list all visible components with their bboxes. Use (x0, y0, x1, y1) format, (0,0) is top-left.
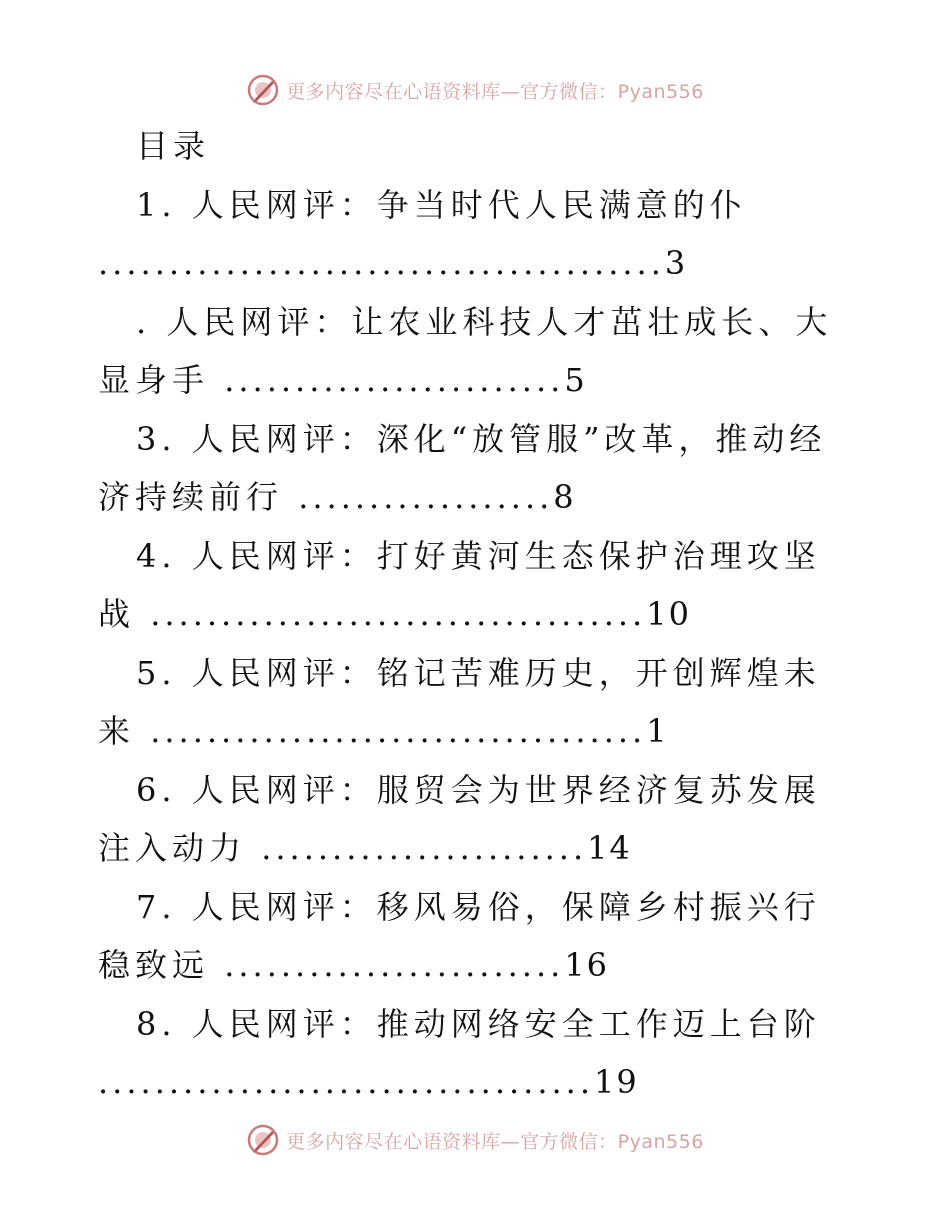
toc-entry[interactable] (98, 644, 850, 761)
toc-entry-title: 人民网评：服贸会为世界经济复苏发展注入动力 (98, 770, 821, 867)
toc-entry-number: 4. (136, 536, 177, 575)
table-of-contents (98, 117, 850, 1112)
toc-leader-dots: ................................... (150, 712, 647, 750)
toc-entry-number: 3. (136, 419, 177, 458)
toc-leader-dots: ................................... (150, 595, 647, 633)
toc-entry-title: 人民网评：深化“放管服”改革，推动经济持续前行 (98, 419, 827, 516)
banner-text: 更多内容尽在心语资料库—官方微信：Pyan556 (286, 1130, 704, 1153)
toc-title: 目录 (136, 127, 211, 165)
banner-text: 更多内容尽在心语资料库—官方微信：Pyan556 (286, 80, 704, 103)
toc-entry-title: 人民网评：让农业科技人才茁壮成长、大显身手 (98, 302, 833, 399)
footer-watermark-banner (0, 1120, 950, 1160)
toc-page-number: 8 (553, 478, 576, 516)
toc-entry-title: 人民网评：争当时代人民满意的仆 (191, 185, 747, 224)
toc-leader-dots: ........................ (224, 361, 565, 399)
toc-page-number: 14 (587, 829, 632, 867)
toc-entry-number: 8. (136, 1004, 177, 1043)
toc-page-number: 19 (594, 1063, 639, 1101)
toc-entry-number: 7. (136, 887, 177, 926)
toc-leader-dots: ................................... (98, 1063, 595, 1101)
toc-entries (98, 176, 850, 1112)
toc-leader-dots: ....................... (261, 829, 588, 867)
toc-entry-title: 人民网评：打好黄河生态保护治理攻坚战 (98, 536, 821, 633)
toc-entry[interactable] (98, 527, 850, 644)
toc-entry-title: 人民网评：铭记苦难历史，开创辉煌未来 (98, 653, 821, 750)
toc-entry-title: 人民网评：移风易俗，保障乡村振兴行稳致远 (98, 887, 821, 984)
toc-page-number: 5 (564, 361, 587, 399)
toc-entry-number: 6. (136, 770, 177, 809)
toc-page-number: 10 (646, 595, 691, 633)
toc-entry[interactable] (98, 995, 850, 1112)
toc-entry[interactable] (98, 293, 850, 410)
toc-entry[interactable] (98, 176, 850, 293)
toc-entry[interactable] (98, 878, 850, 995)
toc-entry-number: 1. (136, 185, 177, 224)
toc-leader-dots: ........................ (224, 946, 565, 984)
toc-page-number: 3 (664, 244, 688, 282)
toc-leader-dots: ........................................ (98, 244, 665, 282)
toc-page-number: 16 (564, 946, 610, 984)
header-watermark-banner (0, 70, 950, 110)
toc-entry[interactable] (98, 761, 850, 878)
toc-entry-title: 人民网评：推动网络安全工作迈上台阶 (191, 1004, 821, 1043)
toc-entry-number: 5. (136, 653, 177, 692)
pen-seal-icon (246, 73, 280, 107)
toc-leader-dots: .................. (298, 478, 554, 516)
toc-entry[interactable] (98, 410, 850, 527)
toc-page-number: 1 (646, 712, 669, 750)
toc-entry-number: . (136, 302, 152, 341)
pen-seal-icon (246, 1123, 280, 1157)
